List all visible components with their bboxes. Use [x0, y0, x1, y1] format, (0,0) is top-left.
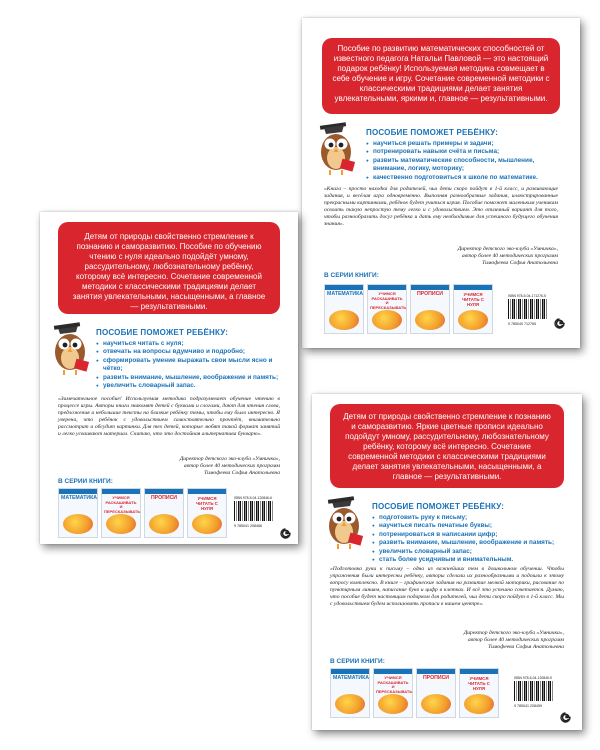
review-quote: «Подготовка руки к письму – одна из важнейших тем в дошкольном обучении. Чтобы упражнения были интересны ребёнку, авторы сделали их разнообразными и подошли к этому вопросу комплексно. В книге – графические задания на развитие мелкой моторики, рисование по пунктирным линиям, написание букв и цифр в клетках. И всё это успешно сочетается. Думаю, что пособие будет настоящим подарком для родителей, чьи дети скоро пойдут в 1-й класс. Мы с удовольствием будем использовать прописи в нашем центре». — [330, 566, 564, 607]
review-signature: Директор детского эко-клуба «Умничка», автор более 40 методических программ Тимофеева Софья Анатольевна — [457, 246, 558, 266]
book-thumbnail — [144, 488, 184, 538]
publisher-logo-icon — [560, 712, 571, 723]
owl-graduate-icon — [48, 322, 92, 378]
book-title: ПРОПИСИ — [422, 675, 450, 681]
list-item: ● научиться решать примеры и задачи; — [366, 140, 566, 148]
book-thumbnail — [58, 488, 98, 538]
benefits-heading: ПОСОБИЕ ПОМОЖЕТ РЕБЁНКУ: — [366, 128, 499, 137]
list-item: ● увеличить словарный запас; — [372, 548, 576, 556]
benefits-list — [366, 140, 566, 182]
list-item: ● стать более усидчивым и внимательным. — [372, 556, 576, 564]
book-thumbnail — [459, 668, 499, 718]
book-thumbnail — [330, 668, 370, 718]
owl-graduate-icon — [322, 496, 366, 552]
book-title: УЧИМСЯ ЧИТАТЬ С НУЛЯ — [462, 292, 484, 307]
barcode-number: 9 785041 208466 — [234, 524, 262, 528]
barcode — [514, 676, 554, 708]
benefits-list — [96, 340, 292, 390]
review-signature: Директор детского эко-клуба «Умничка», автор более 40 методических программ Тимофеева Софья Анатольевна — [179, 456, 280, 476]
book-back-cover-math — [302, 18, 580, 348]
book-title: ПРОПИСИ — [150, 495, 178, 501]
book-title: УЧИМСЯ ЧИТАТЬ С НУЛЯ — [468, 676, 490, 691]
barcode-number: 9 785040 712765 — [508, 322, 536, 326]
series-books — [58, 488, 227, 538]
list-item: ● увеличить словарный запас. — [96, 382, 292, 390]
barcode — [508, 294, 548, 326]
book-thumbnail — [453, 284, 493, 334]
owl-graduate-icon — [314, 122, 358, 178]
publisher-logo-icon — [280, 528, 291, 539]
book-title: УЧИМСЯ РАСКАШИВАТЬ И ПЕРЕСКАЗЫВАТЬ — [104, 495, 141, 514]
review-quote: «Замечательное пособие! Используемая методика подразумевает обучение чтению в процессе игры. Авторы книги знакомят детей с буквами и слогами, дают для чтения слова, предложения и небольшие тексты на близкие ребёнку темы, чтобы ему было интересно. Я уверена, что ребёнок с удовольствием самостоятельно прочтёт, внимательно рассмотрит и обсудит картинки. Для тех детей, которые любят такой формат занятий и легко усваивают материал. Считаю, что это достойная альтернатива букварю». — [58, 396, 280, 437]
book-thumbnail — [324, 284, 364, 334]
series-books — [330, 668, 499, 718]
book-thumbnail — [416, 668, 456, 718]
list-item: ● подготовить руку к письму; — [372, 514, 576, 522]
isbn-text: ISBN 978-5-04-120845-9 — [514, 676, 552, 680]
isbn-text: ISBN 978-5-04-120846-6 — [234, 496, 272, 500]
publisher-logo-icon — [554, 318, 565, 329]
book-title: ПРОПИСИ — [416, 291, 444, 297]
book-title: МАТЕМАТИКА — [333, 675, 370, 681]
review-quote: «Книга – просто находка для родителей, чьи дети скоро пойдут в 1-й класс, и развивающие задания, и весёлая игра одновременно. Выполняя разнообразные задания, иллюстрированные прекрасными картинками, ребёнок будет учиться играя. Пособие поможет маленьким ученикам освоить такую непростую тему легко и с удовольствием. Это отличный вариант для того, чтобы разнообразить досуг ребёнка и дать ему необходимые для успешного будущего обучения знания». — [324, 186, 558, 227]
book-title: УЧИМСЯ РАСКАШИВАТЬ И ПЕРЕСКАЗЫВАТЬ — [370, 291, 407, 310]
list-item: ● развить внимание, мышление, воображение и память; — [372, 539, 576, 547]
benefits-list — [372, 514, 576, 564]
barcode — [234, 496, 274, 528]
book-title: УЧИМСЯ РАСКАШИВАТЬ И ПЕРЕСКАЗЫВАТЬ — [376, 675, 413, 694]
book-back-cover-copybook — [312, 394, 582, 730]
list-item: ● научиться писать печатные буквы; — [372, 522, 576, 530]
list-item: ● отвечать на вопросы вдумчиво и подробно; — [96, 348, 292, 356]
book-title: МАТЕМАТИКА — [61, 495, 98, 501]
book-thumbnail — [373, 668, 413, 718]
series-heading: В СЕРИИ КНИГИ: — [324, 272, 379, 279]
list-item: ● потренироваться в написании цифр; — [372, 531, 576, 539]
series-heading: В СЕРИИ КНИГИ: — [330, 658, 385, 665]
book-thumbnail — [410, 284, 450, 334]
list-item: ● сформировать умение выражать свои мысли ясно и чётко; — [96, 357, 292, 374]
benefits-heading: ПОСОБИЕ ПОМОЖЕТ РЕБЁНКУ: — [96, 328, 229, 337]
barcode-number: 9 785041 208459 — [514, 704, 542, 708]
book-thumbnail — [101, 488, 141, 538]
review-signature: Директор детского эко-клуба «Умничка», автор более 40 методических программ Тимофеева Софья Анатольевна — [463, 630, 564, 650]
series-books — [324, 284, 493, 334]
list-item: ● потренировать навыки счёта и письма; — [366, 148, 566, 156]
book-back-cover-reading — [40, 212, 298, 544]
book-title: УЧИМСЯ ЧИТАТЬ С НУЛЯ — [196, 496, 218, 511]
list-item: ● качественно подготовиться к школе по математике. — [366, 174, 566, 182]
list-item: ● научиться читать с нуля; — [96, 340, 292, 348]
benefits-heading: ПОСОБИЕ ПОМОЖЕТ РЕБЁНКУ: — [372, 502, 505, 511]
list-item: ● развить математические способности, мышление, внимание, логику, моторику; — [366, 157, 566, 174]
promo-text-box: Детям от природы свойственно стремление к познанию и саморазвитию. Яркие цветные прописи идеально подойдут умному, рассудительному, любознательному ребёнку, которому всё интересно. Сочетание современной методики с классическими традициями делает занятия увлекательными, насыщенными, а главное — результативными. — [330, 404, 564, 488]
list-item: ● развить внимание, мышление, воображение и память; — [96, 374, 292, 382]
promo-text-box: Детям от природы свойственно стремление к познанию и саморазвитию. Пособие по обучению чтению с нуля идеально подойдёт умному, рассудительному, любознательному ребёнку, которому всё интересно. Сочетание современной методики с классическими традициями делает занятия увлекательными, насыщенными, а главное — результативными. — [58, 222, 280, 314]
book-thumbnail — [367, 284, 407, 334]
book-thumbnail — [187, 488, 227, 538]
series-heading: В СЕРИИ КНИГИ: — [58, 478, 113, 485]
isbn-text: ISBN 978-5-04-171276-5 — [508, 294, 546, 298]
book-title: МАТЕМАТИКА — [327, 291, 364, 297]
promo-text-box: Пособие по развитию математических способностей от известного педагога Натальи Павловой — это настоящий подарок ребёнку! Используемая методика совмещает в себе обучение и игру. Сочетание современной методики с классическими традициями делает занятия увлекательными, яркими и, главное — результативными. — [322, 38, 560, 114]
